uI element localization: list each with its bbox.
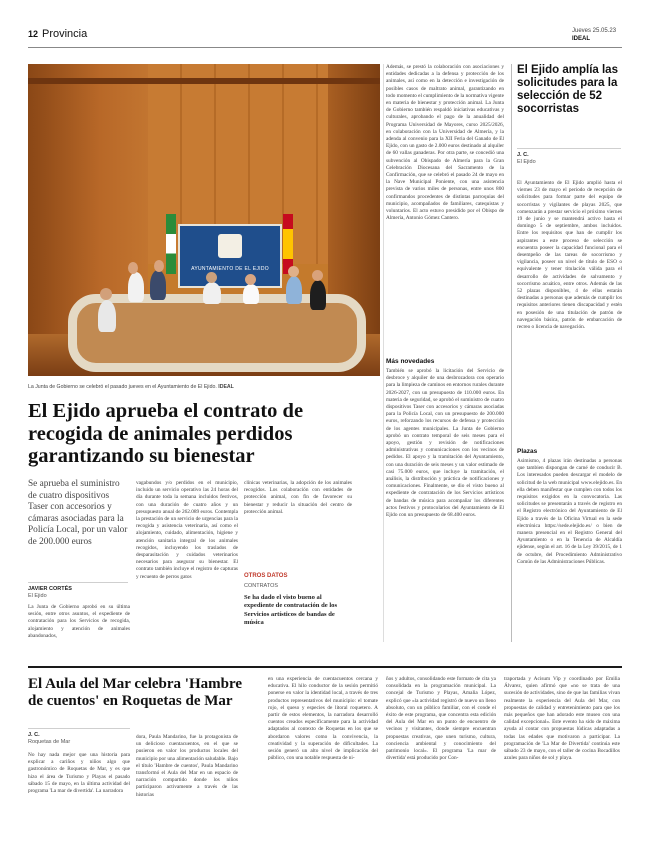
town-hall-banner: AYUNTAMIENTO DE EL EJIDO [178,224,282,288]
main-body-col1: La Junta de Gobierno aprobó en su última sesión, entre otros asuntos, el expediente de contratación para los Servicios de recogida, alojamiento y atención de animales abandonados, [28,604,130,639]
bottom-byline-place: Roquetas de Mar [28,739,71,745]
publication-name: IDEAL [572,36,590,42]
sidebar-divider [511,64,512,642]
otros-datos-subhead: CONTRATOS [244,583,279,589]
bottom-byline-rule [28,728,130,729]
main-byline-place: El Ejido [28,593,47,599]
main-body-col4: Además, se prestó la colaboración con asociaciones y entidades dedicadas a la defensa y protección de los animales, así como en la detección e investigación de posibles casos de maltrato animal, garantizando en todo momento el cumplimiento de la normativa vigente en materia de bienestar y protección animal. La Junta de Gobierno también respaldó iniciativas educativas y culturales, aprobando el pago de la anualidad del Programa Universidad de Mayores, curso 2025/2026, en colaboración con la Universidad de Almería, y la adenda al convenio para la XII Feria del Ganado de El Ejido, con un gasto de 2.000 euros destinado al alquiler de 60 vallas ganaderas. Por otra parte, se concedió una subvención al Obispado de Almería para la Gran Celebración Diocesana del Sacramento de la Confirmación, que se celebró el pasado 24 de mayo en la Nave Municipal Poniente, con una asistencia prevista de varios miles de personas, entre unos 800 confirmandos procedentes de distintas parroquias del municipio, acompañados de familiares, catequistas y voluntarios. El acto estuvo presidido por el Obispo de Almería, Antonio Gómez Cantero. [386,64,504,222]
bottom-body-col5: traportada y Acisum Vip y coordinado por Emilia Álvarez, quien afirmó que «no se trata de una sucesión de actividades, sino de que las familias vivan realmente la experiencia del Aula del Mar, con propuestas de calidad y entretenimiento para que los más pequeños que han adorado este museo con una calidad excepcional». Este evento ha sido de máxima ayuda al contar con propuestas lúdicas adaptadas a todas las edades que motivaron a participar. La programación de 'La Mar de Divertida' continúa este sábado 23 de mayo, con el taller de cocina Bocadillos azules para niños de sol y playa. [504,676,620,762]
bottom-body-col3: en una experiencia de cuentacuentos cercana y educativa. El hilo conductor de la sesión permitió ponerse en valor la identidad local, a través de tres productos representativos del municipio: el tomate rojo, el queso y especies de litoral roquetero. A partir de estos elementos, la narradora desarrolló cuentos creados específicamente para la actividad adaptados al contexto de Roquetas en los que se abordaron valores como la convivencia, la creatividad y la superación de dificultades. La sesión generó un alto nivel de implicación del público, con una notable respuesta de ni- [268,676,378,762]
sidebar-body-2: Asimismo, 4 plazas irán destinadas a personas que tambien dispongan de carné de conducir B. Los interesados pueden descargar el modelo de solicitud de la web municipal www.elejido.es. En ella deben manifestar que cumplen con todos los requisitos exigidos en la convocatoria. Las solicitudes se presentarán a través de registro en el Registro electrónico del Ayuntamiento de El Ejido a través de la Oficina Virtual en la sede electrónica https://sede.elejido.es/ o bien de manera presencial en el Registro General del Ayuntamiento o en la Tenencia de Alcaldía ejidense, según el art. 16 de la Ley 39/2015, de 1 de octubre, del Procedimiento Administrativo Común de las Administraciones Públicas. [517,458,622,565]
sidebar-byline-place: El Ejido [517,159,536,165]
header-rule [28,47,622,48]
bottom-byline: J. C. [28,732,40,738]
photo-credit: IDEAL [218,384,234,390]
bottom-headline: El Aula del Mar celebra 'Hambre de cuentos' en Roquetas de Mar [28,676,243,709]
otros-datos-label: OTROS DATOS [244,573,288,579]
sidebar-body: El Ayuntamiento de El Ejido amplió hasta el viernes 23 de mayo el periodo de recepción de solicitudes para formar parte del equipo de socorristas y vigilantes de playas 2025, que comenzarán a prestar servicio el próximo viernes 19 de junio y se mantendrá activo hasta el domingo 5 de septiembre, ambos incluidos. Entre los requisitos que han de cumplir los aspirantes a este proceso de selección se encuentra poseer la capacidad funcional para el desempeño de las tareas de socorrismo y vigilancia, poseer un nivel de título de ESO o equivalente y tener titulación válida para el desarrollo de actividades de salvamento y socorrismo acuático, entre otros. Además de las 52 plazas disponibles, 4 de ellas estarán destinadas a personas que además de cumplir los requisitos anteriores tienen discapacidad y estén en posesión de una titulación de patrón de navegación básica, patrón de embarcación de recreo o licencia de navegación. [517,180,622,331]
issue-date: Jueves 25.05.23 [572,28,617,34]
main-byline: JAVIER CORTÉS [28,586,72,592]
main-body-col3: clínicas veterinarias, la adopción de los animales recogidos. Los colaboración con entidades de protección animal, con fin de favorecer su bienestar y reducir la situación del centro de protección animal. [244,480,352,515]
byline-rule [28,582,128,583]
main-deck: Se aprueba el suministro de cuatro dispositivos Taser con accesorios y cámaras asociadas para la Policía Local, por un valor de 200.000 euros [28,479,128,547]
town-crest-icon [218,234,242,258]
page-number: 12 [28,29,39,39]
plazas-label: Plazas [517,448,538,455]
section-name: Provincia [42,28,88,40]
bottom-body-col1: No hay nada mejor que una historia para explicar a cariños y niños algo que gastronómico de Roquetas de Mar, y es que hizo el área de Turismo y Playas el pasado sábado 15 de mayo, en la última actividad del programa 'La mar de divertida'. La narradora [28,752,130,795]
bottom-article-rule [28,666,622,668]
otros-datos-text: Se ha dado el visto bueno al expediente de contratación de los Servicios artísticos de bandas de música [244,594,338,626]
sidebar-byline-rule [517,148,621,149]
bottom-body-col2: dora, Paula Mandarino, fue la protagonista de un delicioso cuentacuentos, en el que se pusieron en valor los productos locales del municipio por una alimentación saludable. Bajo el título 'Hambre de cuentos', Paula Mandarino transformó el Aula del Mar en un espacio de narración compartido donde los niños participaron activamente a través de las historias [136,734,238,798]
sidebar-headline: El Ejido amplía las solicitudes para la selección de 52 socorristas [517,64,618,115]
mas-novedades-label: Más novedades [386,358,435,365]
column-divider [383,64,384,642]
main-body-col2: vagabundos y/o perdidos en el municipio, incluido un servicio operativo las 24 horas del día durante toda la semana incluidos festivos, con una duración de cuatro años y un presupuesto anual de 262.089 euros. Contempla la prestación de un servicio de urgencias para la recogida y asistencia veterinaria, así como el alojamiento, cuidado, alimentación, higiene y atención sanitaria integral de los animales recogidos, incluyendo los traslados de desparasitación y cuidados veterinarios necesarios para asegurar su bienestar. El contrato también incluye el registro de capturas y recuento de perros gatos [136,480,238,580]
main-headline: El Ejido aprueba el contrato de recogida de animales perdidos garantizando su bienestar [28,400,304,467]
meeting-photo [28,64,380,376]
main-body-col4b: También se aprobó la licitación del Servicio de desbroce y alquiler de una desbrozadora con operario para la limpieza de caminos en entornos rurales durante 2026-2027, con un presupuesto de 110.000 euros. En materia de seguridad, se aprobó el suministro de cuatro dispositivos Taser con accesorios y cámaras asociadas para la Policía Local, con un presupuesto de 200.000 euros, reforzando los recursos de defensa y protección de los agentes municipales. La Junta de Gobierno aprobó un contrato temporal de seis meses para el apoyo, gestión y revisión de notificaciones administrativas y comunicaciones con los vecinos de pedidos. El apoyo y la tramitación del Ayuntamiento, con una duración de seis meses y un valor estimado de casi 75.000 euros, que incluye la tramitación, el análisis, la distribución y práctica de notificaciones y comunicaciones. Finalmente, se dio el visto bueno al expediente de contratación de los Servicios artísticos de bandas de música para acompañar los diferentes actos festivos y protocolarios del Ayuntamiento de El Ejido con un presupuesto de 68.400 euros. [386,368,504,519]
sidebar-byline: J. C. [517,152,529,158]
bottom-body-col4: ños y adultos, consolidando este formato de cita ya consolidada en la programación municipal. La concejal de Turismo y Playas, Amalia López, explicó que «la actividad registró de nuevo un lleno absoluto, con un público familiar, con el conde el éxito de este programa, que concentra esta edición del Aula del Mar en un punto de encuentro de vecinos y visitantes, donde siempre encuentran propuestas creativas, que unen turismo, cultura, conciencia ambiental y conocimiento del patrimonio local». El programa 'La mar de divertida' está producido por Con- [386,676,496,762]
photo-caption: La Junta de Gobierno se celebró el pasado jueves en el Ayuntamiento de El Ejido. IDEAL [28,384,234,390]
